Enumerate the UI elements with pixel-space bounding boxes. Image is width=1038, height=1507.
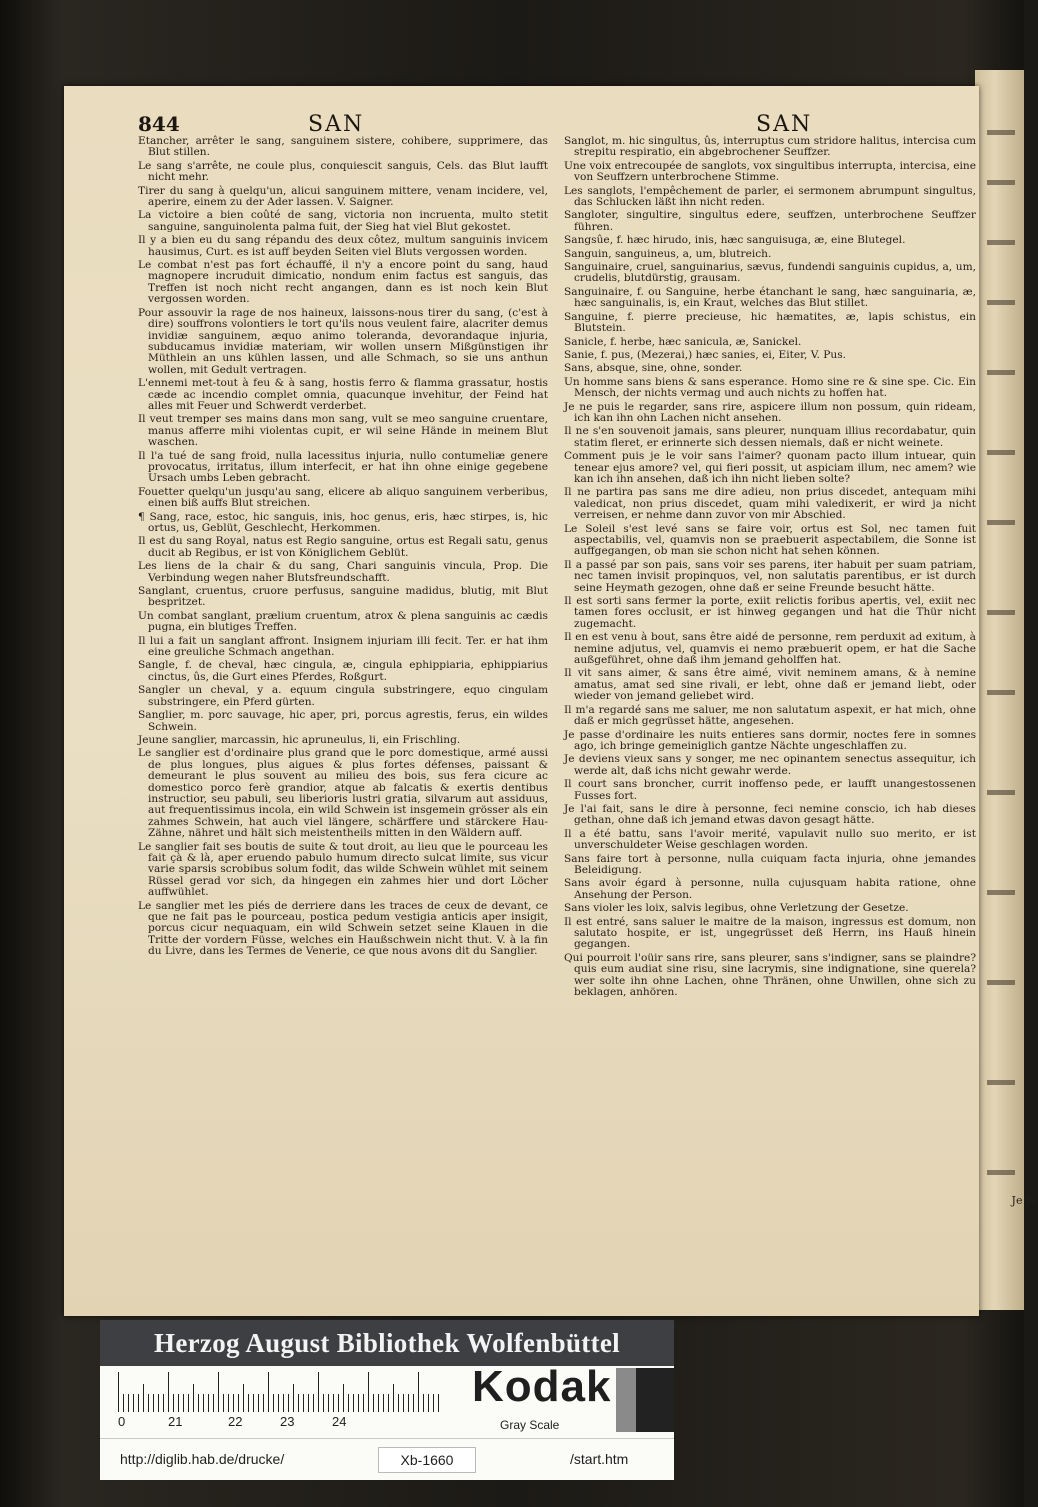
ruler-tick bbox=[313, 1394, 314, 1412]
ruler-tick bbox=[218, 1372, 219, 1412]
ruler-tick bbox=[338, 1394, 339, 1412]
dictionary-entry: Sangler un cheval, y a. equum cingula substringere, equo cingulam substringere, ein Pferd gürten. bbox=[138, 684, 548, 708]
left-column bbox=[138, 136, 548, 960]
catchword: Je le bbox=[1011, 1194, 1036, 1207]
ruler-tick bbox=[248, 1394, 249, 1412]
ruler-tick bbox=[363, 1394, 364, 1412]
dictionary-entry: L'ennemi met-tout à feu & à sang, hostis ferro & flamma grassatur, hostis cæde ac incendio complet omnia, quacunque invehitur, der Feind hat alles mit Feuer und Schwerdt verderbet. bbox=[138, 377, 548, 412]
url-suffix: /start.htm bbox=[570, 1451, 629, 1467]
dictionary-entry: Sanguine, f. pierre precieuse, hic hæmatites, æ, lapis schistus, ein Blutstein. bbox=[564, 310, 976, 335]
ruler-tick bbox=[253, 1394, 254, 1412]
ruler-tick bbox=[373, 1394, 374, 1412]
ruler-tick bbox=[408, 1394, 409, 1412]
ruler-tick bbox=[403, 1394, 404, 1412]
dictionary-entry: Tirer du sang à quelqu'un, alicui sanguinem mittere, venam incidere, vel, aperire, einem zu der Ader lassen. V. Saigner. bbox=[138, 184, 548, 209]
dictionary-entry: Une voix entrecoupée de sanglots, vox singultibus interrupta, intercisa, eine von Seuffzern unterbrochene Stimme. bbox=[564, 159, 976, 184]
ruler-numbers bbox=[118, 1414, 448, 1428]
ruler-tick bbox=[118, 1372, 119, 1412]
ruler-tick bbox=[173, 1394, 174, 1412]
dictionary-entry: Sanguinaire, cruel, sanguinarius, sævus, fundendi sanguinis cupidus, a, um, crudelis, blutdürstig, grausam. bbox=[564, 261, 976, 285]
ruler-tick bbox=[183, 1394, 184, 1412]
dictionary-entry: Sans violer les loix, salvis legibus, ohne Verletzung der Gesetze. bbox=[564, 902, 909, 915]
dictionary-entry: Il ne s'en souvenoit jamais, sans pleurer, nunquam illius recordabatur, quin statim fleret, er erinnerte sich dessen niemals, daß er nicht weinete. bbox=[564, 425, 976, 449]
ruler-tick bbox=[358, 1394, 359, 1412]
ruler-tick bbox=[398, 1394, 399, 1412]
dictionary-entry: Il ne partira pas sans me dire adieu, non prius discedet, antequam mihi valedicat, non prius discedet, quam mihi valedixerit, er wird ja nicht verreisen, er nehme dann zuvor von mir Abschied. bbox=[564, 486, 976, 522]
ruler-tick bbox=[348, 1394, 349, 1412]
ruler-tick bbox=[243, 1384, 244, 1412]
ruler-tick bbox=[213, 1394, 214, 1412]
ruler-tick bbox=[148, 1394, 149, 1412]
ruler-tick bbox=[423, 1394, 424, 1412]
dictionary-entry: Etancher, arrêter le sang, sanguinem sistere, cohibere, supprimere, das Blut stillen. bbox=[138, 135, 548, 159]
ruler-tick bbox=[318, 1372, 319, 1412]
ruler-tick bbox=[263, 1394, 264, 1412]
ruler-tick bbox=[128, 1394, 129, 1412]
dictionary-entry: Sanicle, f. herbe, hæc sanicula, æ, Sanickel. bbox=[564, 335, 802, 348]
dictionary-entry: Il l'a tué de sang froid, nulla lacessitus injuria, nullo contumeliæ genere provocatus, irritatus, illum interfecit, er hat ihn ohne einige gegebene Ursach umbs Leben gebracht. bbox=[138, 449, 548, 485]
dictionary-entry: Sanie, f. pus, (Mezerai,) hæc sanies, ei, Eiter, V. Pus. bbox=[564, 348, 847, 361]
ruler-tick bbox=[433, 1394, 434, 1412]
ruler-number: 0 bbox=[118, 1414, 126, 1429]
gray-swatch bbox=[616, 1368, 636, 1432]
dictionary-entry: Le sanglier fait ses boutis de suite & tout droit, au lieu que le pourceau les fait çà & là, aper eruendo pabulo humum directo sulcat limite, sus vicur varie sparsis scrobibus solum fodit, das wilde Schwein wühlet mit seinem Rüssel gerad vor sich, da hingegen ein zahmes hier und dort Löcher auffwühlet. bbox=[138, 840, 548, 899]
dictionary-entry: Un homme sans biens & sans esperance. Homo sine re & sine spe. Cic. Ein Mensch, der nichts vermag und auch nichts zu hoffen hat. bbox=[564, 375, 976, 400]
dictionary-entry: Sans avoir égard à personne, nulla cujusquam habita ratione, ohne Ansehung der Person. bbox=[564, 877, 976, 901]
ruler-tick bbox=[258, 1394, 259, 1412]
dictionary-entry: Il est sorti sans fermer la porte, exiit relictis foribus apertis, vel, exiit nec tamen fores occlusit, er ist hinweg gegangen und hat die Thür nicht zugemacht. bbox=[564, 595, 976, 630]
dictionary-entry: Je ne puis le regarder, sans rire, aspicere illum non possum, quin rideam, ich kan ihn ohn Lachen nicht ansehen. bbox=[564, 400, 976, 424]
ruler-tick bbox=[278, 1394, 279, 1412]
ruler-number: 21 bbox=[168, 1414, 183, 1429]
ruler-tick bbox=[308, 1394, 309, 1412]
dictionary-entry: Je deviens vieux sans y songer, me nec opinantem senectus assequitur, ich werde alt, daß ichs nicht gewahr werde. bbox=[564, 753, 976, 777]
dictionary-entry: Il a été battu, sans l'avoir merité, vapulavit nullo suo merito, er ist unverschuldeter Weise geschlagen worden. bbox=[564, 827, 976, 852]
ruler-tick bbox=[228, 1394, 229, 1412]
kodak-color-target bbox=[100, 1320, 674, 1480]
dictionary-entry: Sans, absque, sine, ohne, sonder. bbox=[564, 362, 743, 375]
ruler-tick bbox=[283, 1394, 284, 1412]
ruler-tick bbox=[438, 1394, 439, 1412]
ruler-tick bbox=[298, 1394, 299, 1412]
ruler-tick bbox=[158, 1394, 159, 1412]
dictionary-entry: Le sang s'arrête, ne coule plus, conquiescit sanguis, Cels. das Blut laufft nicht mehr. bbox=[138, 159, 548, 184]
dictionary-entry: Les sanglots, l'empêchement de parler, ei sermonem abrumpunt singultus, das Schlucken läßt ihn nicht reden. bbox=[564, 184, 976, 209]
scale-ruler bbox=[118, 1372, 440, 1412]
dictionary-entry: Il est entré, sans saluer le maitre de la maison, ingressus est domum, non salutato hospite, er ist, ungegrüsset deß Herrn, ins Hauß hinein gegangen. bbox=[564, 915, 976, 951]
dictionary-entry: Il lui a fait un sanglant affront. Insignem injuriam illi fecit. Ter. er hat ihm eine greuliche Schmach angethan. bbox=[138, 634, 548, 659]
ruler-tick bbox=[303, 1394, 304, 1412]
dictionary-entry: Il est du sang Royal, natus est Regio sanguine, ortus est Regali satu, genus ducit ab Regibus, er ist von Königlichem Geblüt. bbox=[138, 535, 548, 559]
ruler-tick bbox=[168, 1372, 169, 1412]
dictionary-entry: Un combat sanglant, prælium cruentum, atrox & plena sanguinis ac cædis pugna, ein blutiges Treffen. bbox=[138, 609, 548, 634]
dictionary-entry: Jeune sanglier, marcassin, hic apruneulus, li, ein Frischling. bbox=[138, 733, 461, 746]
shelfmark: Xb-1660 bbox=[378, 1447, 476, 1473]
ruler-tick bbox=[233, 1394, 234, 1412]
dictionary-entry: Comment puis je le voir sans l'aimer? quonam pacto illum intuear, quin tenear ejus amore? vel, qui fieri possit, ut aspiciam illum, nec amem? wie kan ich ihn ansehen, daß ich ihn nicht lieben solte? bbox=[564, 450, 976, 485]
target-footer bbox=[100, 1438, 674, 1481]
dictionary-entry: Il y a bien eu du sang répandu des deux côtez, multum sanguinis invicem hausimus, Curt. es ist auff beyden Seiten viel Bluts vergossen worden. bbox=[138, 234, 548, 258]
dictionary-entry: ¶ Sang, race, estoc, hic sanguis, inis, hoc genus, eris, hæc stirpes, is, hic ortus, us, Geblüt, Geschlecht, Herkommen. bbox=[138, 510, 548, 534]
ruler-tick bbox=[223, 1394, 224, 1412]
ruler-tick bbox=[178, 1394, 179, 1412]
dictionary-entry: Sanguinaire, f. ou Sanguine, herbe étanchant le sang, hæc sanguinaria, æ, hæc sanguinalis, is, ein Kraut, welches das Blut stillet. bbox=[564, 285, 976, 310]
running-head-left: SAN bbox=[308, 112, 365, 137]
dictionary-entry: Je l'ai fait, sans le dire à personne, feci nemine conscio, ich hab dieses gethan, ohne daß ich jemand etwas davon gesagt hätte. bbox=[564, 802, 976, 827]
ruler-tick bbox=[393, 1384, 394, 1412]
ruler-number: 23 bbox=[280, 1414, 295, 1429]
ruler-tick bbox=[198, 1394, 199, 1412]
dictionary-entry: Le sanglier est d'ordinaire plus grand que le porc domestique, armé aussi de plus longues, plus aigues & plus fortes défenses, paissant & demeurant le plus souvent au milieu des bois, sus fera cicure ac domestico porco ferè grandior, atque ab falcatis & exertis dentibus instructior, seu pabuli, seu liberioris lustri gratia, silvarum aut assiduus, aut frequentissimus incola, ein wild Schwein ist insgemein grösser als ein zahmes Schwein, hat auch viel längere, schärffere und stärckere Hau-Zähne, nähret und hält sich meistentheils mitten in den Wäldern auff. bbox=[138, 747, 548, 840]
dictionary-entry: Sanglot, m. hic singultus, ûs, interruptus cum stridore halitus, intercisa cum strepitu respiratio, ein abgebrochener Seuffzer. bbox=[564, 135, 976, 159]
dictionary-entry: Sangle, f. de cheval, hæc cingula, æ, cingula ephippiaria, ephippiarius cinctus, ûs, die Gurt eines Pferdes, Roßgurt. bbox=[138, 659, 548, 683]
ruler-tick bbox=[193, 1384, 194, 1412]
dictionary-entry: Il court sans broncher, currit inoffenso pede, er laufft unangestossenen Fusses fort. bbox=[564, 778, 976, 802]
dictionary-entry: Il a passé par son pais, sans voir ses parens, iter habuit per suam patriam, nec tamen invisit propinquos, vel, non salutatis parentibus, er ist durch seine Heymath gezogen, ohne daß er seine Freunde besucht hätte. bbox=[564, 558, 976, 594]
ruler-tick bbox=[343, 1384, 344, 1412]
dictionary-entry: Il en est venu à bout, sans être aidé de personne, rem perduxit ad exitum, à nemine adjutus, vel, quamvis ei nemo præbuerit opem, er hat die Sache außgeführet, ohne daß ihm jemand geholffen hat. bbox=[564, 631, 976, 667]
ruler-tick bbox=[268, 1372, 269, 1412]
ruler-tick bbox=[418, 1372, 419, 1412]
ruler-tick bbox=[293, 1384, 294, 1412]
dictionary-entry: Pour assouvir la rage de nos haineux, laissons-nous tirer du sang, (c'est à dire) souffrons volontiers le tort qu'ils nous veulent faire, alacriter demus invidiæ sanguinem, æquo animo toleranda, devorandaque injuria, subducamus invidiæ materiam, wir wollen unsern Mißgünstigen ihr Müthlein an uns kühlen lassen, und alle Schmach, so sie uns anthun wollen, mit Gedult vertragen. bbox=[138, 306, 548, 376]
dictionary-entry: Je passe d'ordinaire les nuits entieres sans dormir, noctes fere in somnes ago, ich bringe gemeiniglich gantze Nächte ungeschlaffen zu. bbox=[564, 728, 976, 752]
url-base: http://diglib.hab.de/drucke/ bbox=[120, 1451, 285, 1467]
dictionary-entry: Le combat n'est pas fort échauffé, il n'y a encore point du sang, haud magnopere incruduit dimicatio, nondum enim factus est sanguis, das Treffen ist noch nicht recht angangen, dann es ist noch kein Blut vergossen worden. bbox=[138, 259, 548, 306]
dictionary-entry: Il vit sans aimer, & sans être aimé, vivit neminem amans, & à nemine amatus, amat sed sine rivali, er lebt, ohne daß er jemand liebt, oder wieder von jemand geliebet wird. bbox=[564, 667, 976, 703]
running-head-right: SAN bbox=[756, 112, 813, 137]
ruler-tick bbox=[203, 1394, 204, 1412]
ruler-tick bbox=[238, 1394, 239, 1412]
ruler-number: 22 bbox=[228, 1414, 243, 1429]
black-swatch bbox=[636, 1368, 674, 1432]
ruler-tick bbox=[428, 1394, 429, 1412]
ruler-tick bbox=[188, 1394, 189, 1412]
dictionary-entry: Sanglier, m. porc sauvage, hic aper, pri, porcus agrestis, ferus, ein wildes Schwein. bbox=[138, 709, 548, 733]
ruler-tick bbox=[353, 1394, 354, 1412]
ruler-tick bbox=[123, 1394, 124, 1412]
ruler-tick bbox=[378, 1394, 379, 1412]
dictionary-entry: Sangsûe, f. hæc hirudo, inis, hæc sanguisuga, æ, eine Blutegel. bbox=[564, 234, 906, 247]
dictionary-entry: Sangloter, singultire, singultus edere, seuffzen, unterbrochene Seuffzer führen. bbox=[564, 209, 976, 233]
ruler-tick bbox=[143, 1384, 144, 1412]
dictionary-entry: Il m'a regardé sans me saluer, me non salutatum aspexit, er hat mich, ohne daß er mich gegrüsset hätte, angesehen. bbox=[564, 703, 976, 728]
dictionary-entry: Sanguin, sanguineus, a, um, blutreich. bbox=[564, 247, 772, 260]
ruler-tick bbox=[323, 1394, 324, 1412]
ruler-tick bbox=[163, 1394, 164, 1412]
ruler-tick bbox=[153, 1394, 154, 1412]
ruler-tick bbox=[208, 1394, 209, 1412]
ruler-tick bbox=[368, 1372, 369, 1412]
dictionary-entry: Le sanglier met les piés de derriere dans les traces de ceux de devant, ce que ne fait pas le pourceau, postica pedum vestigia anticis aper insigit, porcus cicur nequaquam, ein wild Schwein setzet seine Klauen in die Tritte der vordern Füsse, welches ein Haußschwein nicht thut. V. à la fin du Livre, dans les Termes de Venerie, ce que nous avons dit du Sanglier. bbox=[138, 899, 548, 958]
dictionary-entry: Les liens de la chair & du sang, Chari sanguinis vincula, Prop. Die Verbindung wegen naher Blutsfreundschafft. bbox=[138, 560, 548, 584]
dictionary-entry: Sanglant, cruentus, cruore perfusus, sanguine madidus, blutig, mit Blut bespritzet. bbox=[138, 585, 548, 609]
ruler-tick bbox=[333, 1394, 334, 1412]
dictionary-entry: Il veut tremper ses mains dans mon sang, vult se meo sanguine cruentare, manus afferre mihi violentas cupit, er wil seine Hände in meinem Blut waschen. bbox=[138, 413, 548, 449]
ruler-tick bbox=[388, 1394, 389, 1412]
ruler-tick bbox=[273, 1394, 274, 1412]
dictionary-entry: Le Soleil s'est levé sans se faire voir, ortus est Sol, nec tamen fuit aspectabilis, vel, quamvis non se praebuerit aspectabilem, die Sonne ist auffgegangen, ob man sie schon nicht hat sehen können. bbox=[564, 522, 976, 558]
page-number: 844 bbox=[138, 112, 180, 136]
dictionary-entry: La victoire a bien coûté de sang, victoria non incruenta, multo stetit sanguine, sanguinolenta palma fuit, der Sieg hat viel Blut gekostet. bbox=[138, 209, 548, 233]
dictionary-page bbox=[64, 86, 1036, 1316]
institution-banner: Herzog August Bibliothek Wolfenbüttel bbox=[100, 1320, 674, 1366]
ruler-tick bbox=[133, 1394, 134, 1412]
ruler-tick bbox=[138, 1394, 139, 1412]
dictionary-entry: Fouetter quelqu'un jusqu'au sang, elicere ab aliquo sanguinem verberibus, einen biß auffs Blut streichen. bbox=[138, 485, 548, 510]
dictionary-entry: Sans faire tort à personne, nulla cuiquam facta injuria, ohne jemandes Beleidigung. bbox=[564, 852, 976, 876]
kodak-logo: Kodak bbox=[472, 1362, 612, 1411]
ruler-tick bbox=[413, 1394, 414, 1412]
gray-scale-label: Gray Scale bbox=[500, 1418, 560, 1432]
right-column bbox=[564, 136, 976, 1000]
ruler-tick bbox=[383, 1394, 384, 1412]
ruler-tick bbox=[328, 1394, 329, 1412]
ruler-number: 24 bbox=[332, 1414, 347, 1429]
dictionary-entry: Qui pourroit l'oüir sans rire, sans pleurer, sans s'indigner, sans se plaindre? quis eum audiat sine risu, sine lacrymis, sine indignatione, sine querela? wer solte ihn ohne Lachen, ohne Thränen, ohne Unwillen, ohne sich zu beklagen, anhören. bbox=[564, 951, 976, 999]
ruler-tick bbox=[288, 1394, 289, 1412]
